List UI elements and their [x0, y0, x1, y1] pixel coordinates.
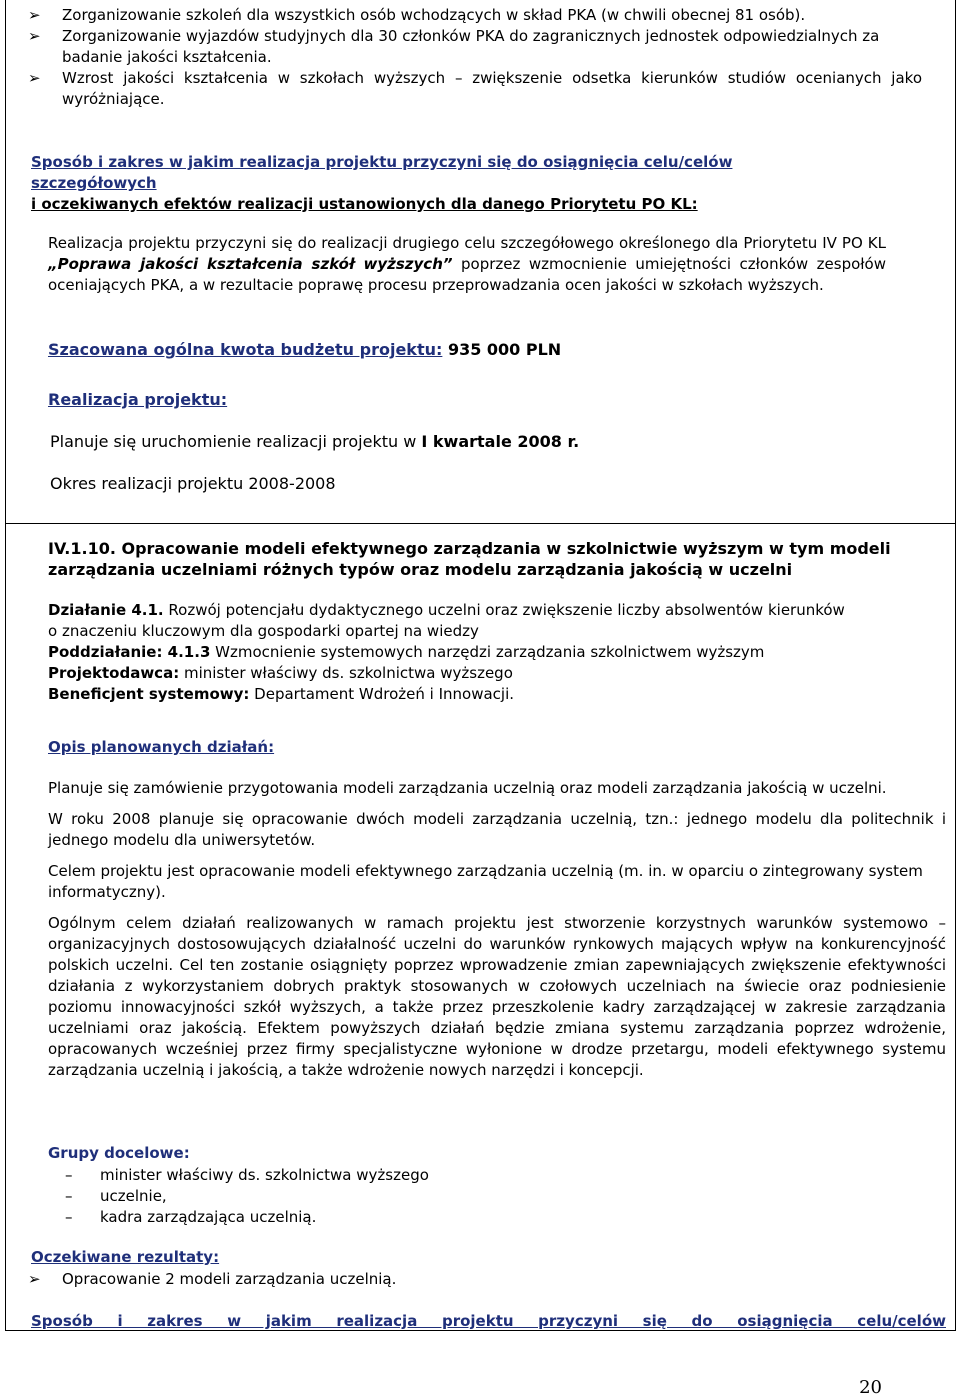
bullet-arrow-icon: ➢ [28, 6, 41, 24]
list-item: – minister właściwy ds. szkolnictwa wyższego [65, 1166, 429, 1184]
dash-icon: – [65, 1208, 73, 1226]
list-item: – kadra zarządzająca uczelnią. [65, 1208, 317, 1226]
launch-line: Planuje się uruchomienie realizacji projektu w I kwartale 2008 r. [50, 432, 580, 451]
action-block: Działanie 4.1. Rozwój potencjału dydaktycznego uczelni oraz zwiększenie liczby absolwentów kierunków o znaczeniu kluczowym dla gospodarki opartej na wiedzy Poddziałanie: 4.1.3 Wzmocnienie systemowych narzędzi zarządzania szkolnictwem wyższym Projektodawca: minister właściwy ds. szkolnictwa wyższego Beneficjent systemowy: Departament Wdrożeń i Innowacji. [48, 601, 845, 703]
impact-paragraph: Realizacja projektu przyczyni się do realizacji drugiego celu szczegółowego określonego dla Priorytetu IV PO KL „Poprawa jakości kształcenia szkół wyższych” poprzez wzmocnienie umiejętności członków zespołów oceniających PKA, a w rezultacie poprawę procesu przeprowadzania ocen jakości w szkołach wyższych. [48, 234, 886, 294]
bullet-arrow-icon: ➢ [28, 1270, 41, 1288]
section-title: IV.1.10. Opracowanie modeli efektywnego zarządzania w szkolnictwie wyższym w tym modeli zarządzania uczelniami różnych typów oraz modelu zarządzania jakością w uczelni [48, 539, 891, 579]
list-item: ➢ Zorganizowanie szkoleń dla wszystkich osób wchodzących w skład PKA (w chwili obecnej 81 osób). [28, 6, 806, 24]
groups-list [48, 1165, 960, 1228]
period-line: Okres realizacji projektu 2008-2008 [50, 474, 336, 493]
dash-icon: – [65, 1166, 73, 1184]
results-label: Oczekiwane rezultaty: [31, 1248, 220, 1266]
table-border-left [5, 0, 6, 1330]
bullet-arrow-icon: ➢ [28, 69, 41, 87]
table-border-right [955, 0, 956, 1330]
list-item: ➢ Opracowanie 2 modeli zarządzania uczelnią. [28, 1270, 397, 1288]
list-item: ➢ Zorganizowanie wyjazdów studyjnych dla 30 członków PKA do zagranicznych jednostek odpowiedzialnych za badanie jakości kształcenia. [28, 27, 880, 66]
results-list [6, 1269, 922, 1290]
list-item: – uczelnie, [65, 1187, 167, 1205]
top-bullet-list [6, 5, 922, 110]
bottom-heading: Sposób i zakres w jakim realizacja projektu przyczyni się do osiągnięcia celu/celów [31, 1312, 946, 1330]
realization-label: Realizacja projektu: [48, 390, 228, 409]
table-row-divider [5, 523, 956, 524]
planned-paragraphs: Planuje się zamówienie przygotowania modeli zarządzania uczelnią oraz modeli zarządzania jakością w uczelni. W roku 2008 planuje się opracowanie dwóch modeli zarządzania uczelnią, tzn.: jednego modelu dla politechnik i jednego modelu dla uniwersytetów. Celem projektu jest opracowanie modeli efektywnego zarządzania uczelnią (m. in. w oparciu o zintegrowany system informatyczny). Ogólnym celem działań realizowanych w ramach projektu jest stworzenie korzystnych warunków systemowo – organizacyjnych dostosowujących działalność uczelni do warunków rynkowych mających wpływ na konkurencyjność polskich uczelni. Cel ten zostanie osiągnięty poprzez wprowadzenie zmian zapewniających zwiększenie efektywności działania z wykorzystaniem dobrych praktyk stosowanych w czołowych uczelniach na świecie oraz podniesienie poziomu innowacyjności szkół wyższych, a także przez przeszkolenie kadry zarządzającej w zakresie zarządzania uczelniami oraz jakością. Efektem powyższych działań będzie zmiana systemu zarządzania poprzez wdrożenie, opracowanych wcześniej przez firmy specjalistyczne wyłonione w drodze przetargu, modeli efektywnego systemu zarządzania uczelnią i jakością, a także wdrożenie nowych narzędzi i koncepcji. [48, 779, 946, 1079]
dash-icon: – [65, 1187, 73, 1205]
section-heading: Sposób i zakres w jakim realizacja projektu przyczyni się do osiągnięcia celu/celów szczegółowych i oczekiwanych efektów realizacji ustanowionych dla danego Priorytetu PO KL: [31, 153, 733, 213]
list-item: ➢ Wzrost jakości kształcenia w szkołach wyższych – zwiększenie odsetka kierunków studiów ocenianych jako wyróżniające. [28, 69, 922, 108]
bullet-arrow-icon: ➢ [28, 27, 41, 45]
page-number: 20 [859, 1377, 882, 1398]
planned-label: Opis planowanych działań: [48, 738, 275, 756]
budget-line: Szacowana ogólna kwota budżetu projektu: 935 000 PLN [48, 340, 562, 359]
groups-label: Grupy docelowe: [48, 1144, 190, 1162]
